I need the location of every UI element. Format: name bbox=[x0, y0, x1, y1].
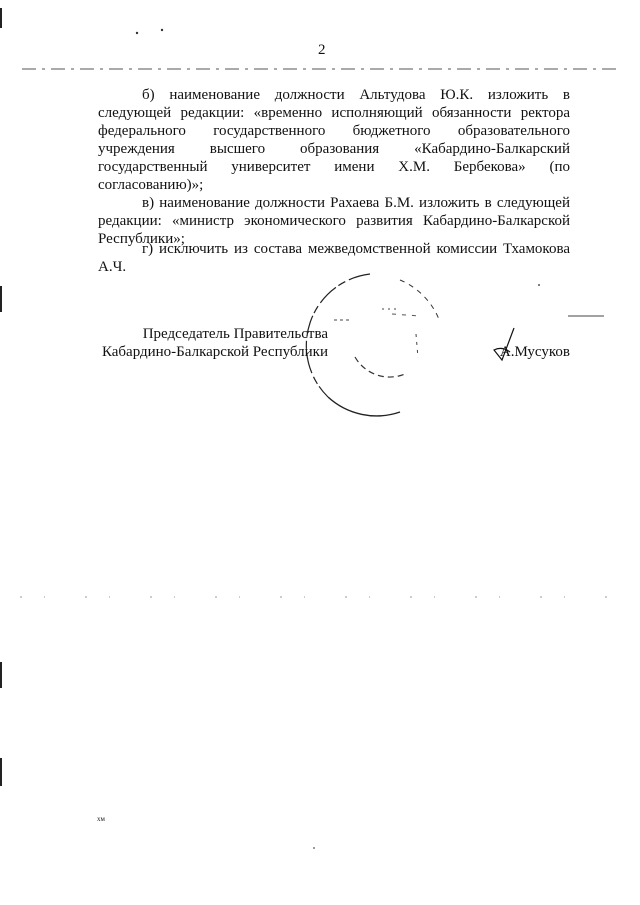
signatory-name: А.Мусуков bbox=[499, 344, 570, 360]
margin-bar bbox=[0, 758, 2, 786]
paragraph-c: в) наименование должности Рахаева Б.М. изложить в следующей редакции: «министр экономического развития Кабардино-Балкарской Республики»; bbox=[98, 195, 570, 247]
page-number: 2 bbox=[318, 42, 326, 58]
scan-speck bbox=[161, 29, 163, 31]
scan-speck bbox=[136, 32, 138, 34]
margin-bar bbox=[0, 8, 2, 28]
scan-speck bbox=[313, 847, 315, 849]
margin-bar bbox=[0, 286, 2, 312]
signatory-title-line1: Председатель Правительства bbox=[142, 326, 328, 342]
paragraph-b: б) наименование должности Альтудова Ю.К. изложить в следующей редакции: «временно исполняющий обязанности ректора федерального государственного бюджетного образовательного учреждения высшего образования «Кабардино-Балкарский государственный университет имени Х.М. Бербекова» (по согласованию)»; bbox=[98, 87, 570, 193]
signatory-title-line2: Кабардино-Балкарской Республики bbox=[101, 344, 328, 360]
margin-bar bbox=[0, 662, 2, 688]
signatory-title bbox=[98, 325, 328, 361]
scan-speck bbox=[538, 284, 540, 286]
paragraph-d: г) исключить из состава межведомственной комиссии Тхамокова А.Ч. bbox=[98, 241, 570, 275]
footer-mark: хм bbox=[97, 815, 105, 823]
